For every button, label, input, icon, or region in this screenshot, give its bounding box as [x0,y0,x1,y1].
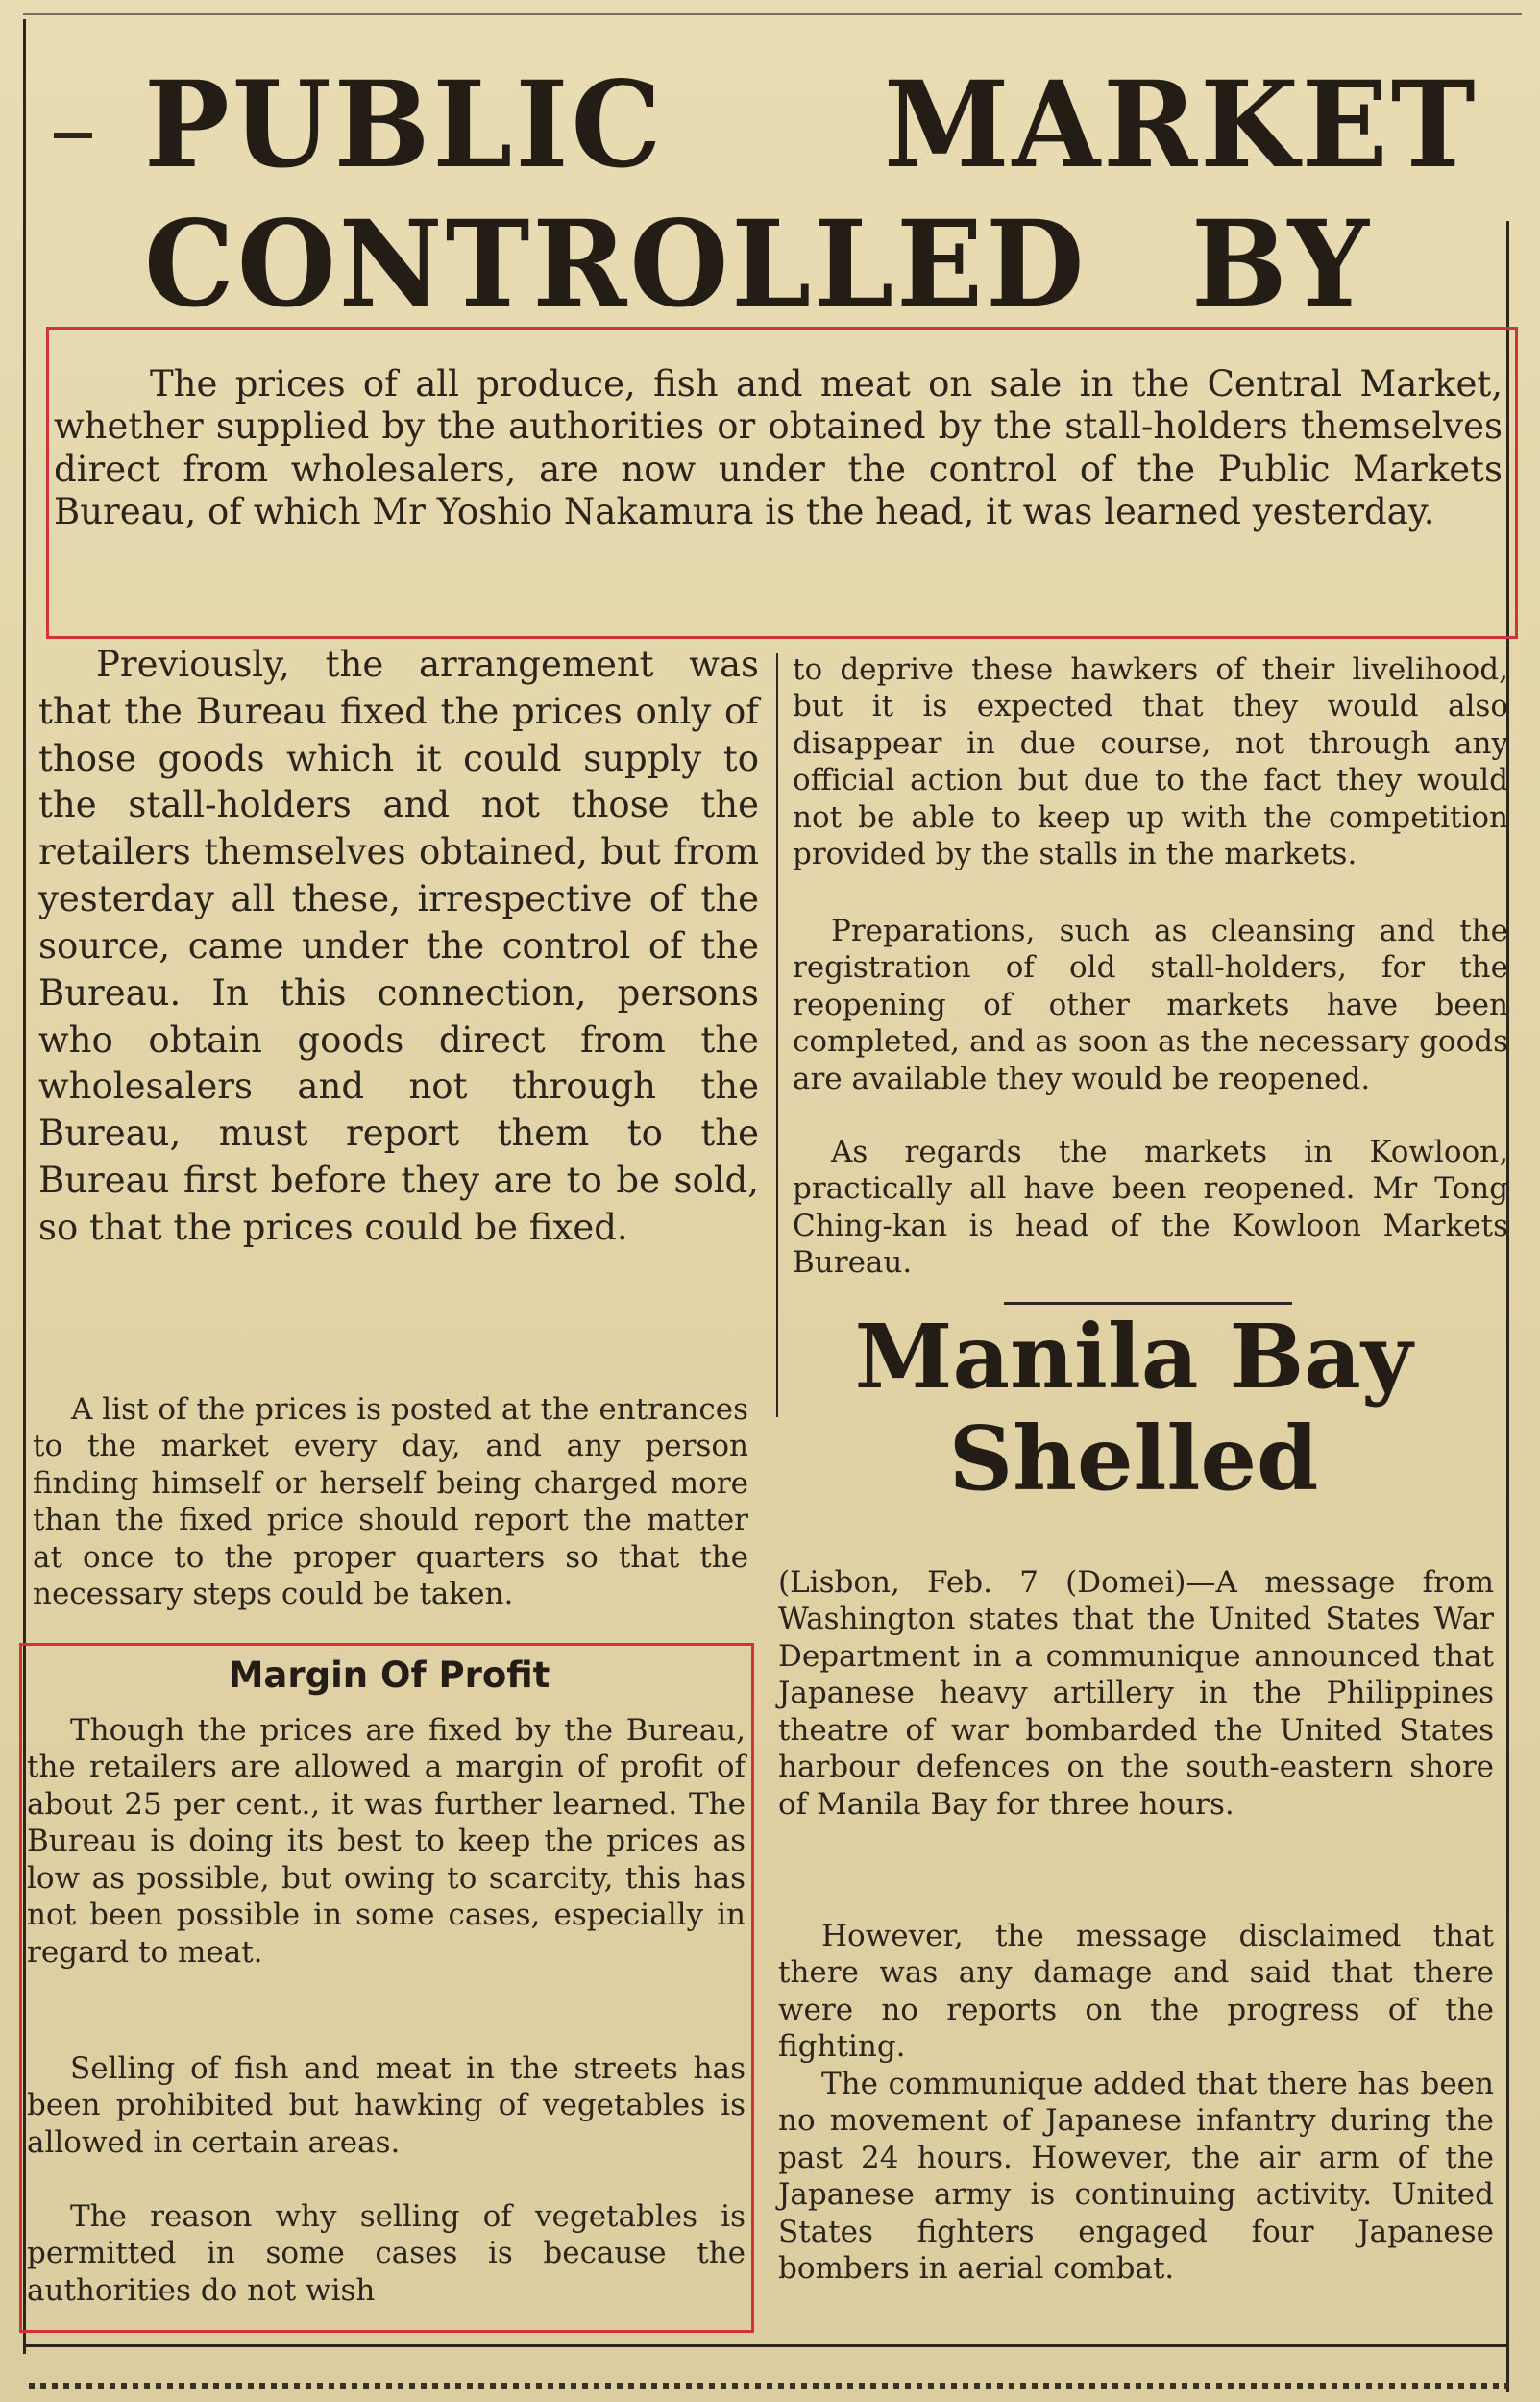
column-divider-rule [776,653,778,1417]
right-column-paragraph-3: As regards the markets in Kowloon, practically all have been reopened. Mr Tong Ching-kan is head of the Kowloon Markets Bureau. [793,1135,1508,1281]
headline-word-by: BY [1191,193,1372,334]
manila-bay-headline [788,1307,1479,1510]
manila-story-paragraph-1: (Lisbon, Feb. 7 (Domei)—A message from Washington states that the United States War Department in a communique announced that Japanese heavy artillery in the Philippines theatre of war bombarded the United States harbour defences on the south-eastern shore of Manila Bay for three hours. [778,1565,1494,1822]
headline-line-2 [144,194,1489,334]
left-column-paragraph-1: Previously, the arrangement was that the Bureau fixed the prices only of those goods which it could supply to the stall-holders and not those the retailers themselves obtained, but from yesterday all these, irrespective of the source, came under the control of the Bureau. In this connection, persons who obtain goods direct from the wholesalers and not through the Bureau, must report them to the Bureau first before they are to be sold, so that the prices could be fixed. [38,644,759,1248]
margin-paragraph-2: Selling of fish and meat in the streets has been prohibited but hawking of vegetables is allowed in certain areas. [27,2051,746,2160]
bottom-dotted-rule [29,2383,1508,2389]
headline-line-1 [144,55,1489,195]
manila-bay-headline-line-2: Shelled [948,1406,1319,1510]
right-column-paragraph-2: Preparations, such as cleansing and the registration of old stall-holders, for the reopening of other markets have been completed, and as soon as the necessary goods are available they would be reopened. [793,914,1508,1096]
top-border-rule [23,13,1522,15]
manila-bay-headline-line-1: Manila Bay [854,1305,1413,1409]
lead-paragraph: The prices of all produce, fish and meat on sale in the Central Market, whether supplied by the authorities or obtained by the stall-holders themselves direct from wholesalers, are now under the control of the Public Markets Bureau, of which Mr Yoshio Nakamura is the head, it was learned yesterday. [54,363,1503,533]
left-column-paragraph-2: A list of the prices is posted at the entrances to the market every day, and any person finding himself or herself being charged more than the fixed price should report the matter at once to the proper quarters so that the necessary steps could be taken. [33,1392,748,1612]
margin-paragraph-3: The reason why selling of vegetables is permitted in some cases is because the authorities do not wish [27,2199,746,2308]
edge-mark [54,133,92,138]
manila-story-paragraph-3: The communique added that there has been no movement of Japanese infantry during the past 24 hours. However, the air arm of the Japanese army is continuing activity. United States fighters engaged four Japanese bombers in aerial combat. [778,2067,1494,2287]
margin-paragraph-1: Though the prices are fixed by the Bureau, the retailers are allowed a margin of profit of about 25 per cent., it was further learned. The Bureau is doing its best to keep the prices as low as possible, but owing to scarcity, this has not been possible in some cases, especially in regard to meat. [27,1713,746,1970]
right-column-paragraph-1: to deprive these hawkers of their livelihood, but it is expected that they would also disappear in due course, not through any official action but due to the fact they would not be able to keep up with the competition provided by the stalls in the markets. [793,652,1508,872]
headline-word-controlled: CONTROLLED [144,193,1088,334]
margin-of-profit-subhead: Margin Of Profit [228,1654,550,1696]
headline-word-public: PUBLIC [144,54,665,195]
manila-story-paragraph-2: However, the message disclaimed that there was any damage and said that there were no reports on the progress of the fighting. [778,1919,1494,2065]
bottom-border-rule [23,2344,1507,2347]
headline-word-market: MARKET [884,54,1479,195]
